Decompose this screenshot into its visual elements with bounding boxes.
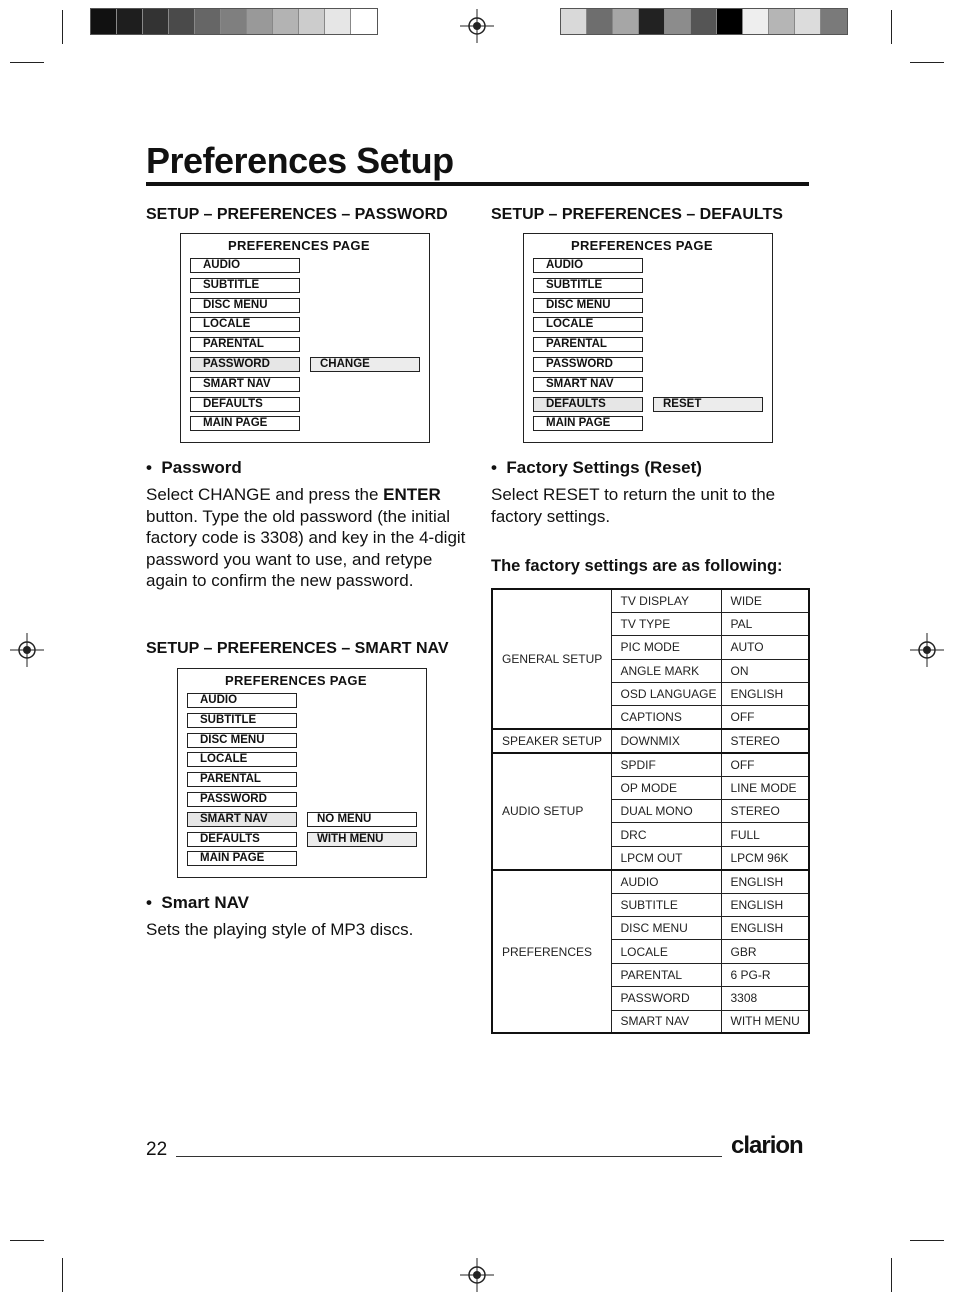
setting-cell: LOCALE xyxy=(611,940,721,963)
registration-mark-icon xyxy=(910,633,944,667)
color-calibration-bar-left xyxy=(90,8,378,35)
value-cell: 6 PG-R xyxy=(721,963,809,986)
menu-item-subtitle[interactable]: SUBTITLE xyxy=(533,278,643,293)
color-swatch xyxy=(561,9,587,34)
title-divider xyxy=(146,182,809,186)
menu-title: PREFERENCES PAGE xyxy=(225,673,367,688)
table-row xyxy=(492,753,809,776)
color-swatch xyxy=(299,9,325,34)
smartnav-menu-screen xyxy=(177,668,427,878)
setting-cell: DOWNMIX xyxy=(611,729,721,752)
value-cell: ENGLISH xyxy=(721,683,809,706)
value-cell: STEREO xyxy=(721,800,809,823)
setting-cell: DISC MENU xyxy=(611,916,721,939)
factory-settings-table xyxy=(491,588,810,1034)
value-cell: OFF xyxy=(721,706,809,729)
value-cell: LPCM 96K xyxy=(721,846,809,869)
setting-cell: PASSWORD xyxy=(611,987,721,1010)
setting-cell: OSD LANGUAGE xyxy=(611,683,721,706)
color-calibration-bar-right xyxy=(560,8,848,35)
color-swatch xyxy=(769,9,795,34)
menu-item-defaults[interactable]: DEFAULTS xyxy=(533,397,643,412)
menu-item-locale[interactable]: LOCALE xyxy=(187,752,297,767)
brand-logo: clarion xyxy=(731,1132,803,1159)
color-swatch xyxy=(273,9,299,34)
table-row xyxy=(492,870,809,893)
value-cell: FULL xyxy=(721,823,809,846)
color-swatch xyxy=(821,9,847,34)
value-cell: ENGLISH xyxy=(721,916,809,939)
setting-cell: TV TYPE xyxy=(611,612,721,635)
group-cell: SPEAKER SETUP xyxy=(492,729,611,752)
group-cell: PREFERENCES xyxy=(492,870,611,1034)
setting-cell: DUAL MONO xyxy=(611,800,721,823)
registration-mark-icon xyxy=(460,1258,494,1292)
color-swatch xyxy=(325,9,351,34)
value-cell: OFF xyxy=(721,753,809,776)
menu-item-smart-nav[interactable]: SMART NAV xyxy=(187,812,297,827)
menu-item-defaults[interactable]: DEFAULTS xyxy=(190,397,300,412)
setting-cell: SMART NAV xyxy=(611,1010,721,1033)
password-description: Select CHANGE and press the ENTER button. Type the old password (the initial factory code is 3308) and key in the 4-digit password you want to use, and retype again to confirm the new password. xyxy=(146,485,466,590)
color-swatch xyxy=(117,9,143,34)
setting-cell: TV DISPLAY xyxy=(611,589,721,612)
setting-cell: PIC MODE xyxy=(611,636,721,659)
color-swatch xyxy=(691,9,717,34)
menu-item-disc-menu[interactable]: DISC MENU xyxy=(187,733,297,748)
value-cell: AUTO xyxy=(721,636,809,659)
color-swatch xyxy=(169,9,195,34)
menu-item-parental[interactable]: PARENTAL xyxy=(187,772,297,787)
setting-cell: ANGLE MARK xyxy=(611,659,721,682)
menu-item-parental[interactable]: PARENTAL xyxy=(533,337,643,352)
menu-title: PREFERENCES PAGE xyxy=(571,238,713,253)
menu-item-password[interactable]: PASSWORD xyxy=(187,792,297,807)
menu-item-locale[interactable]: LOCALE xyxy=(533,317,643,332)
menu-item-main-page[interactable]: MAIN PAGE xyxy=(190,416,300,431)
table-row xyxy=(492,589,809,612)
color-swatch xyxy=(639,9,665,34)
password-bullet-heading: • Password xyxy=(146,458,242,477)
value-cell: LINE MODE xyxy=(721,776,809,799)
page-number: 22 xyxy=(146,1139,168,1160)
group-cell: GENERAL SETUP xyxy=(492,589,611,729)
color-swatch xyxy=(221,9,247,34)
menu-item-audio[interactable]: AUDIO xyxy=(187,693,297,708)
smartnav-section-heading: SETUP – PREFERENCES – SMART NAV xyxy=(146,640,449,657)
value-cell: STEREO xyxy=(721,729,809,752)
group-cell: AUDIO SETUP xyxy=(492,753,611,870)
menu-item-subtitle[interactable]: SUBTITLE xyxy=(190,278,300,293)
password-section-heading: SETUP – PREFERENCES – PASSWORD xyxy=(146,206,448,223)
menu-item-main-page[interactable]: MAIN PAGE xyxy=(187,851,297,866)
menu-item-locale[interactable]: LOCALE xyxy=(190,317,300,332)
color-swatch xyxy=(195,9,221,34)
option-reset[interactable]: RESET xyxy=(653,397,763,412)
value-cell: ON xyxy=(721,659,809,682)
setting-cell: AUDIO xyxy=(611,870,721,893)
value-cell: ENGLISH xyxy=(721,870,809,893)
color-swatch xyxy=(717,9,743,34)
password-menu-screen xyxy=(180,233,430,443)
defaults-menu-screen xyxy=(523,233,773,443)
option-with-menu[interactable]: WITH MENU xyxy=(307,832,417,847)
color-swatch xyxy=(613,9,639,34)
value-cell: WITH MENU xyxy=(721,1010,809,1033)
menu-item-password[interactable]: PASSWORD xyxy=(190,357,300,372)
menu-item-disc-menu[interactable]: DISC MENU xyxy=(533,298,643,313)
value-cell: 3308 xyxy=(721,987,809,1010)
menu-item-main-page[interactable]: MAIN PAGE xyxy=(533,416,643,431)
color-swatch xyxy=(247,9,273,34)
value-cell: WIDE xyxy=(721,589,809,612)
menu-item-disc-menu[interactable]: DISC MENU xyxy=(190,298,300,313)
color-swatch xyxy=(91,9,117,34)
setting-cell: DRC xyxy=(611,823,721,846)
color-swatch xyxy=(143,9,169,34)
value-cell: ENGLISH xyxy=(721,893,809,916)
registration-mark-icon xyxy=(10,633,44,667)
menu-title: PREFERENCES PAGE xyxy=(228,238,370,253)
menu-item-smart-nav[interactable]: SMART NAV xyxy=(190,377,300,392)
menu-item-audio[interactable]: AUDIO xyxy=(190,258,300,273)
smartnav-description: Sets the playing style of MP3 discs. xyxy=(146,920,414,939)
defaults-description: Select RESET to return the unit to the factory settings. xyxy=(491,485,776,526)
menu-item-defaults[interactable]: DEFAULTS xyxy=(187,832,297,847)
footer-divider xyxy=(176,1156,722,1157)
table-row xyxy=(492,729,809,752)
value-cell: PAL xyxy=(721,612,809,635)
setting-cell: SPDIF xyxy=(611,753,721,776)
setting-cell: SUBTITLE xyxy=(611,893,721,916)
option-no-menu[interactable]: NO MENU xyxy=(307,812,417,827)
defaults-section-heading: SETUP – PREFERENCES – DEFAULTS xyxy=(491,206,783,223)
menu-item-subtitle[interactable]: SUBTITLE xyxy=(187,713,297,728)
color-swatch xyxy=(665,9,691,34)
color-swatch xyxy=(795,9,821,34)
registration-mark-icon xyxy=(460,9,494,43)
defaults-bullet-heading: • Factory Settings (Reset) xyxy=(491,458,702,477)
color-swatch xyxy=(743,9,769,34)
factory-table-heading: The factory settings are as following: xyxy=(491,557,783,575)
smartnav-bullet-heading: • Smart NAV xyxy=(146,893,249,912)
menu-item-parental[interactable]: PARENTAL xyxy=(190,337,300,352)
page-title: Preferences Setup xyxy=(146,140,454,181)
menu-item-audio[interactable]: AUDIO xyxy=(533,258,643,273)
setting-cell: PARENTAL xyxy=(611,963,721,986)
menu-item-password[interactable]: PASSWORD xyxy=(533,357,643,372)
menu-item-smart-nav[interactable]: SMART NAV xyxy=(533,377,643,392)
color-swatch xyxy=(587,9,613,34)
setting-cell: CAPTIONS xyxy=(611,706,721,729)
setting-cell: LPCM OUT xyxy=(611,846,721,869)
color-swatch xyxy=(351,9,377,34)
value-cell: GBR xyxy=(721,940,809,963)
setting-cell: OP MODE xyxy=(611,776,721,799)
option-change[interactable]: CHANGE xyxy=(310,357,420,372)
